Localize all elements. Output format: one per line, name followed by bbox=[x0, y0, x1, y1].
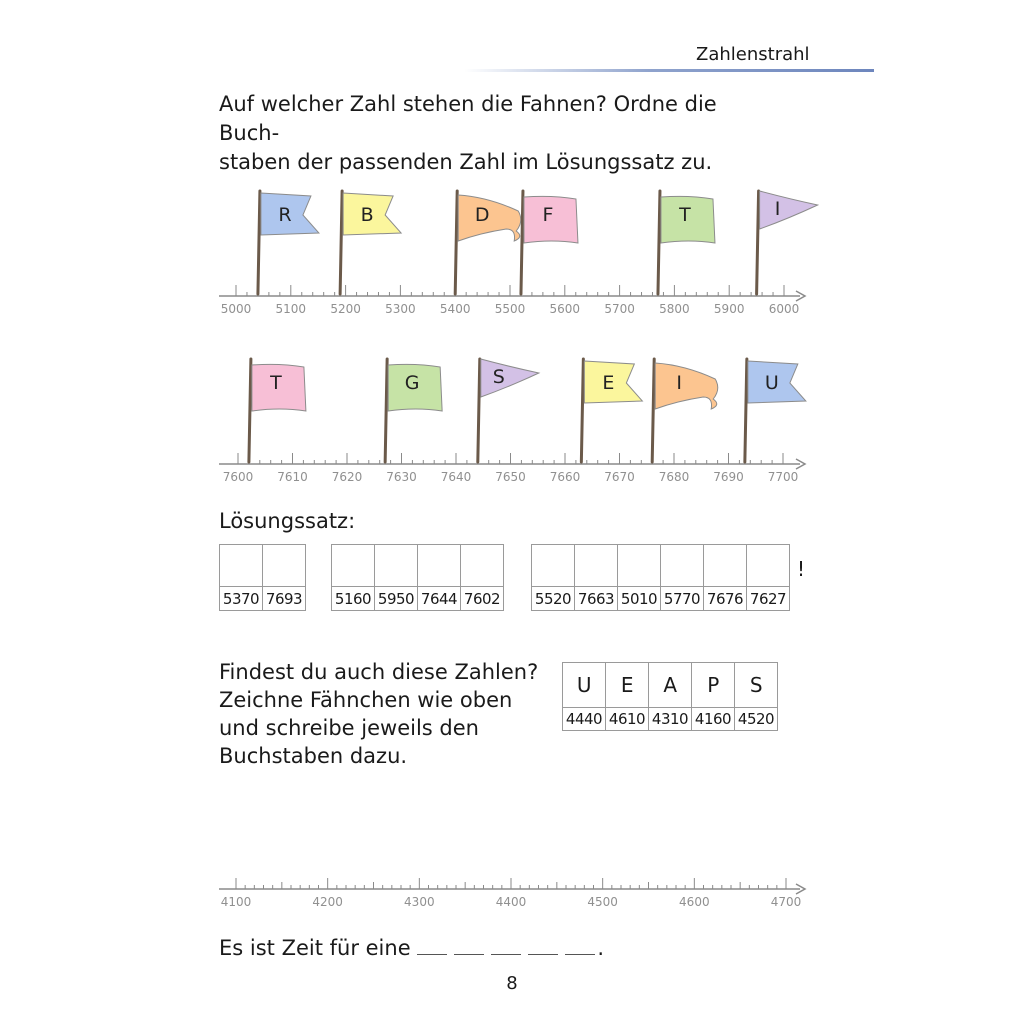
flag-pole bbox=[521, 191, 523, 294]
flag-u bbox=[745, 359, 806, 462]
key-letter-cell: E bbox=[606, 663, 649, 708]
key-letter-cell: U bbox=[563, 663, 606, 708]
flag-t bbox=[658, 191, 715, 294]
flag-pole bbox=[745, 359, 747, 462]
task2-instructions bbox=[219, 658, 559, 770]
tick-label: 5000 bbox=[220, 302, 252, 316]
solution-group-3 bbox=[531, 544, 790, 611]
solution-group-2 bbox=[331, 544, 504, 611]
solution-number-cell: 7693 bbox=[263, 587, 306, 611]
page-number: 8 bbox=[506, 973, 518, 994]
flag-letter: I bbox=[676, 372, 683, 394]
tick-label: 5800 bbox=[659, 302, 690, 316]
flag-letter: B bbox=[360, 204, 374, 226]
final-sentence-text: Es ist Zeit für eine bbox=[219, 936, 411, 960]
flag-i bbox=[757, 191, 818, 294]
solution-number-cell: 7602 bbox=[461, 587, 504, 611]
key-number-cell: 4520 bbox=[735, 708, 778, 731]
task2-line-1: Findest du auch diese Zahlen? bbox=[219, 660, 539, 684]
answer-blank[interactable] bbox=[454, 936, 484, 955]
flag-pole bbox=[258, 191, 260, 294]
solution-blank-cell[interactable] bbox=[332, 545, 375, 587]
flag-letter: S bbox=[492, 366, 505, 388]
flag-letter: D bbox=[474, 204, 490, 226]
tick-label: 5400 bbox=[439, 302, 471, 316]
solution-blank-cell[interactable] bbox=[661, 545, 704, 587]
tick-label: 7700 bbox=[767, 470, 799, 484]
tick-label: 4600 bbox=[679, 895, 710, 909]
solution-number-cell: 7644 bbox=[418, 587, 461, 611]
tick-label: 7600 bbox=[222, 470, 254, 484]
tick-label: 7670 bbox=[604, 470, 635, 484]
tick-label: 4700 bbox=[770, 895, 802, 909]
flag-cloth bbox=[481, 359, 539, 397]
task1-line-2: staben der passenden Zahl im Lösungssatz zu. bbox=[219, 150, 713, 174]
key-letter-cell: A bbox=[649, 663, 692, 708]
tick-label: 5600 bbox=[549, 302, 581, 316]
key-number-cell: 4440 bbox=[563, 708, 606, 731]
flag-r bbox=[258, 191, 319, 294]
flag-pole bbox=[757, 191, 759, 294]
tick-label: 5700 bbox=[604, 302, 635, 316]
flag-pole bbox=[455, 191, 457, 294]
solution-group-1 bbox=[219, 544, 306, 611]
solution-number-cell: 7627 bbox=[747, 587, 790, 611]
flag-g bbox=[385, 359, 442, 462]
tick-label: 7660 bbox=[549, 470, 581, 484]
tick-label: 4100 bbox=[220, 895, 252, 909]
tick-label: 5200 bbox=[330, 302, 361, 316]
solution-exclamation: ! bbox=[797, 557, 806, 581]
flag-letter: I bbox=[774, 198, 781, 220]
solution-blank-cell[interactable] bbox=[461, 545, 504, 587]
flag-pole bbox=[478, 359, 480, 462]
flag-pole bbox=[652, 359, 654, 462]
key-letter-cell: P bbox=[692, 663, 735, 708]
solution-number-cell: 5950 bbox=[375, 587, 418, 611]
tick-label: 4300 bbox=[404, 895, 435, 909]
key-number-cell: 4610 bbox=[606, 708, 649, 731]
solution-number-cell: 5160 bbox=[332, 587, 375, 611]
solution-blank-cell[interactable] bbox=[375, 545, 418, 587]
flag-e bbox=[581, 359, 642, 462]
key-number-cell: 4310 bbox=[649, 708, 692, 731]
tick-label: 5100 bbox=[275, 302, 307, 316]
letter-number-key bbox=[562, 662, 778, 731]
solution-number-cell: 5010 bbox=[618, 587, 661, 611]
solution-number-cell: 7676 bbox=[704, 587, 747, 611]
tick-label: 6000 bbox=[768, 302, 800, 316]
flag-i bbox=[652, 359, 718, 462]
tick-label: 5300 bbox=[385, 302, 416, 316]
flag-letter: T bbox=[679, 204, 691, 226]
answer-blank[interactable] bbox=[528, 936, 558, 955]
tick-label: 4400 bbox=[495, 895, 527, 909]
flag-pole bbox=[340, 191, 342, 294]
tick-label: 5500 bbox=[494, 302, 526, 316]
task2-line-4: Buchstaben dazu. bbox=[219, 744, 408, 768]
solution-blank-cell[interactable] bbox=[263, 545, 306, 587]
solution-blank-cell[interactable] bbox=[575, 545, 618, 587]
solution-number-cell: 5770 bbox=[661, 587, 704, 611]
flag-pole bbox=[385, 359, 387, 462]
solution-number-cell: 7663 bbox=[575, 587, 618, 611]
task1-line-1: Auf welcher Zahl stehen die Fahnen? Ordne die Buch- bbox=[219, 92, 717, 145]
final-sentence bbox=[219, 936, 604, 960]
tick-label: 7650 bbox=[495, 470, 526, 484]
tick-label: 7640 bbox=[440, 470, 472, 484]
flag-letter: R bbox=[278, 204, 292, 226]
number-line-5000-6000 bbox=[219, 191, 818, 316]
answer-blank[interactable] bbox=[491, 936, 521, 955]
key-number-cell: 4160 bbox=[692, 708, 735, 731]
tick-label: 5900 bbox=[713, 302, 745, 316]
flag-s bbox=[478, 359, 539, 462]
flag-d bbox=[455, 191, 521, 294]
page-header-title: Zahlenstrahl bbox=[696, 44, 810, 65]
solution-label: Lösungssatz: bbox=[219, 509, 356, 533]
solution-number-cell: 5370 bbox=[220, 587, 263, 611]
solution-blank-cell[interactable] bbox=[220, 545, 263, 587]
solution-blank-cell[interactable] bbox=[418, 545, 461, 587]
final-period: . bbox=[597, 936, 604, 960]
solution-number-cell: 5520 bbox=[532, 587, 575, 611]
tick-label: 7630 bbox=[386, 470, 417, 484]
flag-f bbox=[521, 191, 578, 294]
key-letter-cell: S bbox=[735, 663, 778, 708]
task2-line-2: Zeichne Fähnchen wie oben bbox=[219, 688, 513, 712]
flag-letter: F bbox=[542, 204, 554, 226]
flag-cloth bbox=[655, 363, 718, 409]
flag-letter: E bbox=[602, 372, 615, 394]
number-line-7600-7700 bbox=[219, 359, 806, 484]
tick-label: 7680 bbox=[658, 470, 690, 484]
flag-t bbox=[249, 359, 306, 462]
flag-letter: G bbox=[404, 372, 420, 394]
solution-blank-cell[interactable] bbox=[747, 545, 790, 587]
tick-label: 7620 bbox=[331, 470, 363, 484]
tick-label: 7690 bbox=[713, 470, 744, 484]
flag-letter: U bbox=[764, 372, 779, 394]
flag-b bbox=[340, 191, 401, 294]
task2-line-3: und schreibe jeweils den bbox=[219, 716, 479, 740]
tick-label: 4200 bbox=[312, 895, 343, 909]
solution-blank-cell[interactable] bbox=[618, 545, 661, 587]
flag-letter: T bbox=[270, 372, 282, 394]
flag-pole bbox=[658, 191, 660, 294]
answer-blank[interactable] bbox=[565, 936, 595, 955]
solution-blank-cell[interactable] bbox=[532, 545, 575, 587]
flag-cloth bbox=[760, 191, 818, 229]
flag-pole bbox=[249, 359, 251, 462]
solution-blank-cell[interactable] bbox=[704, 545, 747, 587]
tick-label: 4500 bbox=[587, 895, 618, 909]
flag-pole bbox=[581, 359, 583, 462]
answer-blank[interactable] bbox=[417, 936, 447, 955]
tick-label: 7610 bbox=[277, 470, 308, 484]
number-line-4100-4700[interactable] bbox=[219, 878, 805, 909]
